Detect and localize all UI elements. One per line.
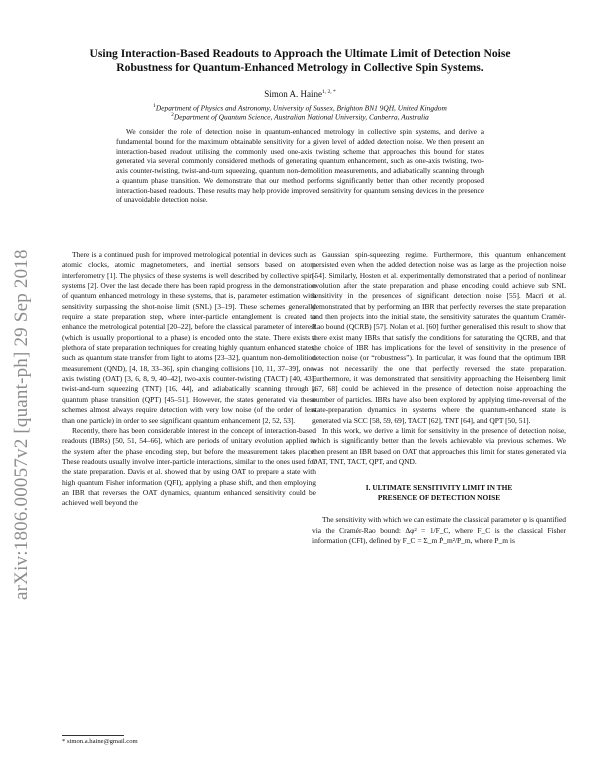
left-column	[62, 250, 316, 509]
footnote-email: * simon.a.haine@gmail.com	[62, 738, 138, 745]
body-paragraph: Gaussian spin-squeezing regime. Furthermore, this quantum enhancement persisted even when the added detection noise was as large as the projection noise [54]. Similarly, Hosten et al. experimentally demonstrated that a period of nonlinear evolution after the state preparation and phase encoding could achieve sub SNL sensitivity in the presences of significant detection noise [55]. Macrì et al. demonstrated that by performing an IBR that perfectly reverses the state preparation and then projects into the initial state, the sensitivity saturates the quantum Cramér-Rao bound (QCRB) [57]. Nolan et al. [60] further generalised this result to show that there exist many IBRs that satisfy the conditions for saturating the QCRB, and that the choice of IBR has implications for the level of sensitivity in the presence of detection noise (or “robustness”). In particular, it was found that the optimum IBR was not necessarily the one that perfectly reversed the state preparation. Furthermore, it was demonstrated that sensitivity approaching the Heisenberg limit [67, 68] could be achieved in the presence of detection noise approaching the number of particles. IBRs have also been explored by applying time-reversal of the state-preparation dynamics in systems where the quantum-enhanced state is generated via SCC [58, 59, 69], TACT [62], TNT [64], and QPT [50, 51].	[312, 250, 566, 425]
affiliation-1-mark: 1	[153, 103, 156, 109]
body-paragraph: There is a continued push for improved metrological potential in devices such as atomic clocks, atomic magnetometers, and inertial sensors based on atom interferometry [1]. The physics of these systems is well described by collective spin-systems [2]. Over the last decade there has been rapid progress in the demonstration of quantum enhanced metrology in these systems, that is, parameter estimation with sensitivity surpassing the shot-noise limit (SNL) [3–19]. These schemes generally require a state preparation step, where inter-particle entanglement is created to enhance the metrological potential [20–22], before the classical parameter of interest (which is usually proportional to a phase) is encoded onto the state. There exists a plethora of state preparation techniques for creating highly quantum enhanced states, such as quantum state transfer from light to atoms [23–32], quantum non-demolition measurement (QND), [4, 18, 33–36], spin changing collisions [10, 11, 37–39], one-axis twisting (OAT) [3, 6, 8, 9, 40–42], two-axis counter-twisting (TACT) [40, 43], twist-and-turn squeezing (TNT) [16, 44], and adiabatically scanning through a quantum phase transition (QPT) [45–51]. However, the states generated via these schemes almost always require detection with very low noise (of the order of less than one particle) in order to see significant quantum enhancement [2, 52, 53].	[62, 250, 316, 425]
section-heading	[312, 483, 566, 503]
body-paragraph: In this work, we derive a limit for sensitivity in the presence of detection noise, which is significantly better than the levels achievable via previous schemes. We then present an IBR based on OAT that approaches this limit for states generated via OAT, TNT, TACT, QPT, and QND.	[312, 425, 566, 466]
arxiv-identifier-text: arXiv:1806.00057v2 [quant-ph] 29 Sep 2018	[11, 249, 32, 600]
right-column	[312, 250, 566, 546]
paper-title-line-2: Robustness for Quantum-Enhanced Metrology in Collective Spin Systems.	[116, 61, 484, 74]
arxiv-identifier-stamp	[7, 140, 39, 600]
paper-title-line-1: Using Interaction-Based Readouts to Approach the Ultimate Limit of Detection Noise	[89, 47, 511, 60]
section-heading-line-1: I. ULTIMATE SENSITIVITY LIMIT IN THE	[365, 483, 513, 493]
paper-title	[60, 47, 540, 75]
section-paragraph: The sensitivity with which we can estimate the classical parameter φ is quantified via the Cramér-Rao bound: Δφ² = 1/F_C, where F_C is the classical Fisher information (CFI), defined by F_C = Σ_m Ṗ_m²/P_m, where P_m is	[312, 515, 566, 545]
affiliation-2	[60, 112, 540, 121]
author-affiliation-marks: 1, 2, *	[322, 89, 336, 95]
affiliation-1-text: Department of Physics and Astronomy, University of Sussex, Brighton BN1 9QH, United Kingdom	[155, 103, 447, 113]
body-paragraph: Recently, there has been considerable interest in the concept of interaction-based readouts (IBRs) [50, 51, 54–66], which are periods of unitary evolution applied to the system after the phase encoding step, but before the measurement takes place. These readouts usually involve inter-particle interactions, similar to the ones used for the state preparation. Davis et al. showed that by using OAT to prepare a state with high quantum Fisher information (QFI), applying a phase shift, and then employing an IBR that reverses the OAT dynamics, quantum enhanced sensitivity could be achieved well beyond the	[62, 425, 316, 508]
abstract: We consider the role of detection noise in quantum-enhanced metrology in collective spin systems, and derive a fundamental bound for the maximum obtainable sensitivity for a given level of added detection noise. We then present an interaction-based readout utilising the commonly used one-axis twisting scheme that approaches this bound for states generated via several commonly considered methods of generating quantum enhancement, such as one-axis twisting, two-axis counter-twisting, twist-and-turn squeezing, quantum non-demolition measurements, and adiabatically scanning through a quantum phase transition. We demonstrate that our method performs significantly better than other recently proposed interaction-based readouts. These results may help provide improved sensitivity for quantum sensing devices in the presence of unavoidable detection noise.	[116, 127, 484, 205]
section-heading-line-2: PRESENCE OF DETECTION NOISE	[377, 493, 501, 503]
author-line	[60, 89, 540, 99]
author-name: Simon A. Haine	[264, 89, 322, 99]
affiliation-2-text: Department of Quantum Science, Australian National University, Canberra, Australia	[173, 112, 429, 122]
affiliation-2-mark: 2	[171, 112, 174, 118]
footnote-divider	[62, 735, 124, 736]
